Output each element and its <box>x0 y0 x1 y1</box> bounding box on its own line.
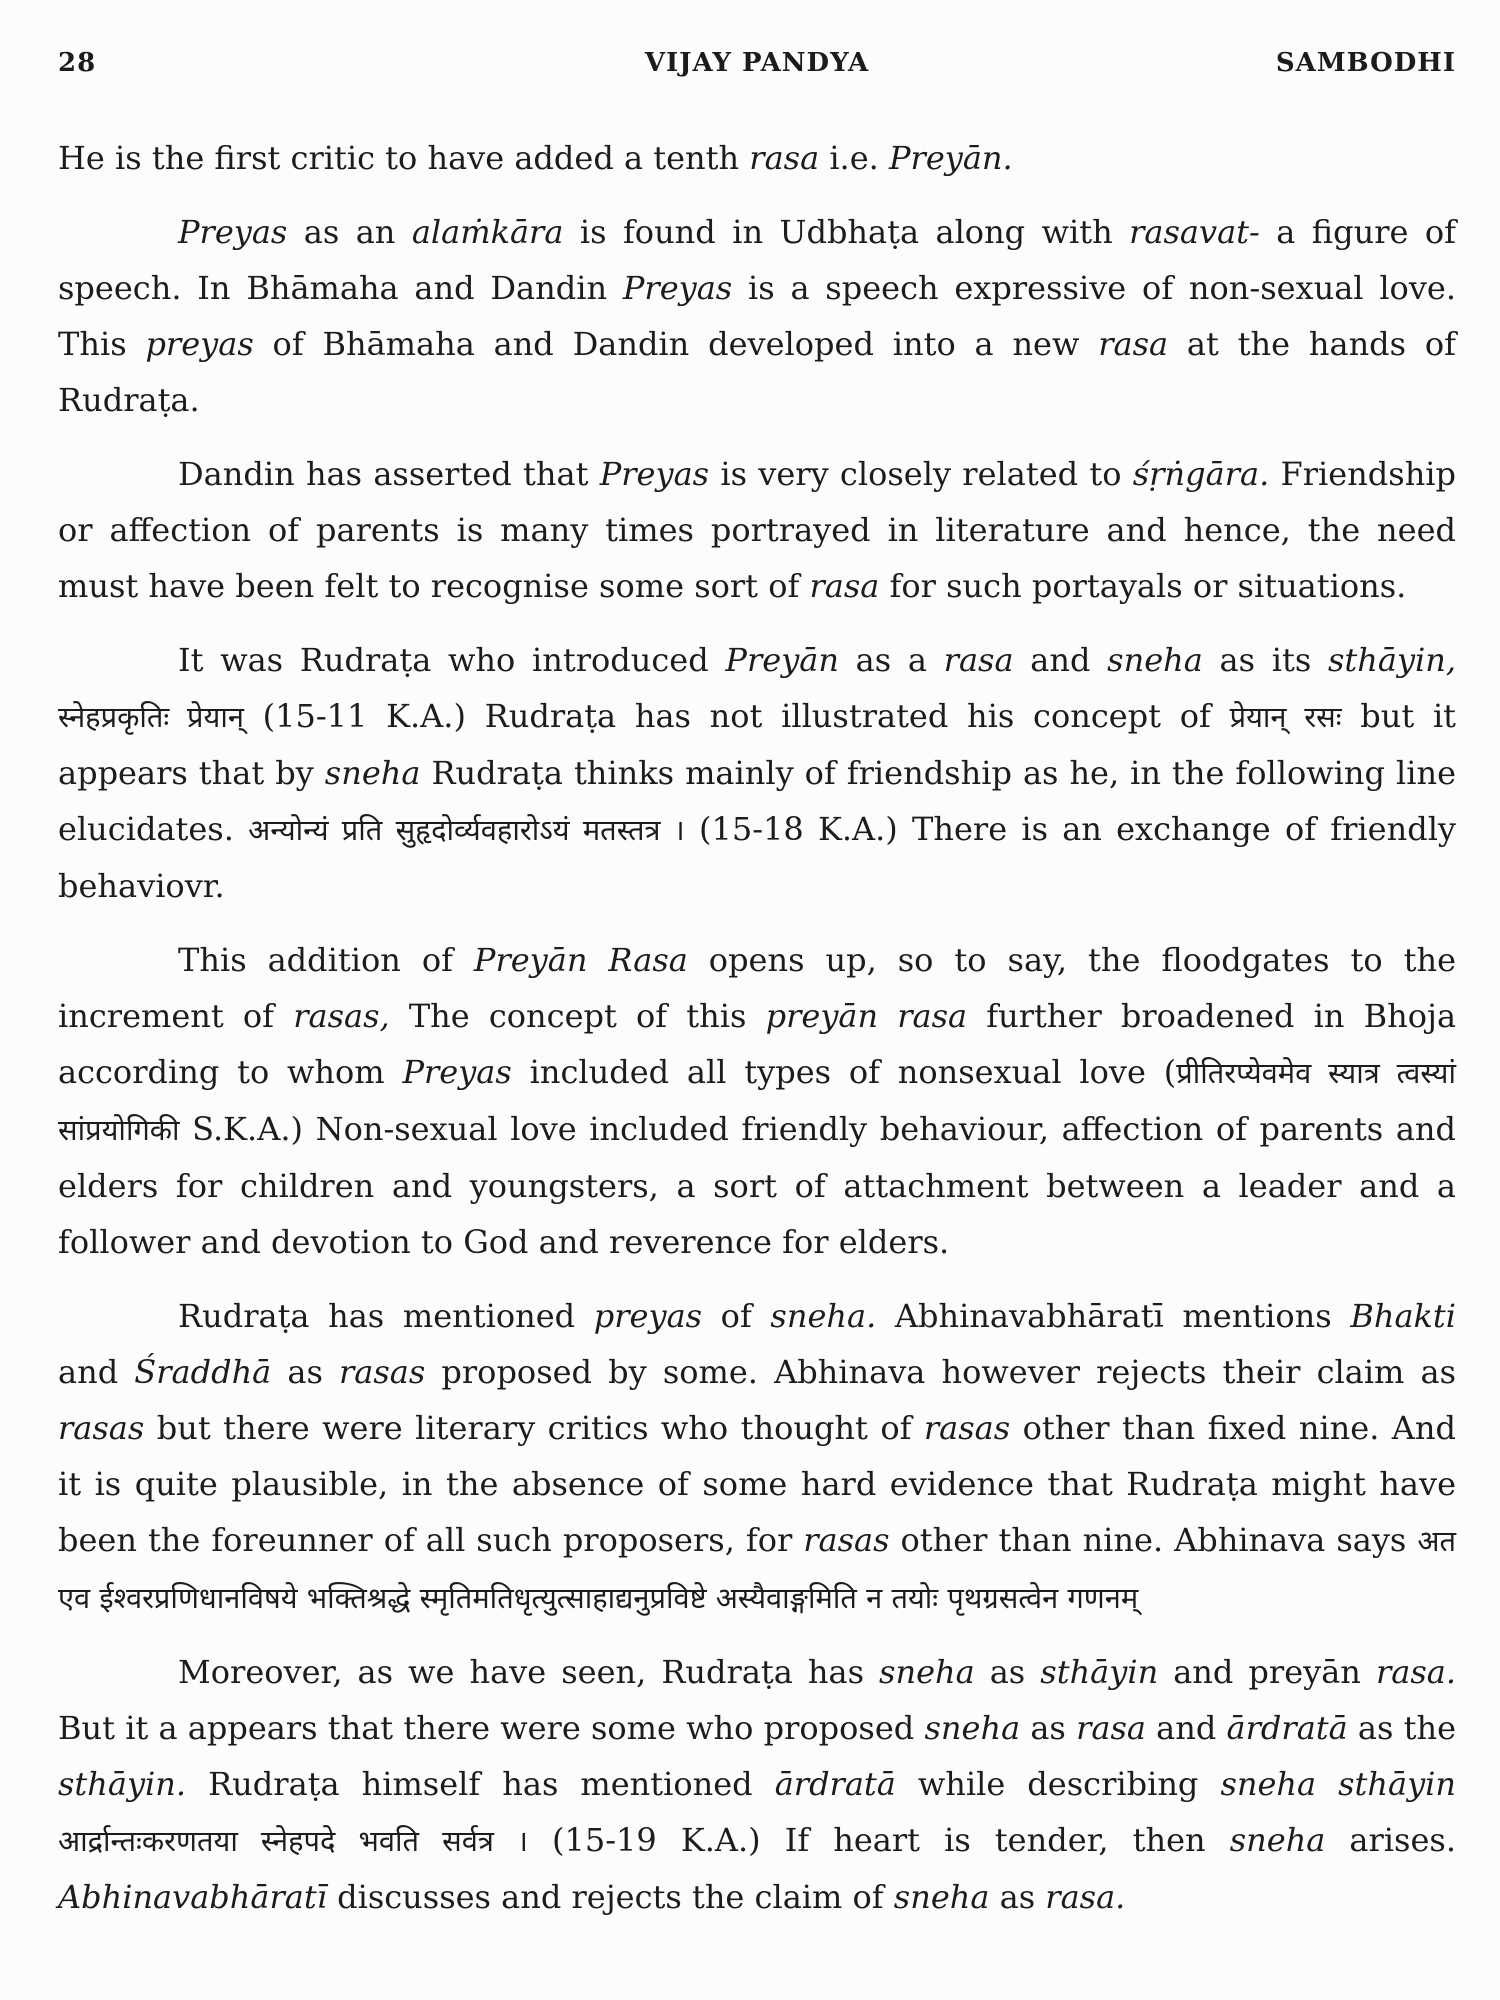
italic-term: rasavat- <box>1129 213 1260 251</box>
italic-term: sthāyin. <box>58 1765 187 1803</box>
text-run: other than nine. Abhinava says <box>889 1521 1418 1559</box>
text-run: at the hands of Rudraṭa. <box>58 325 1457 419</box>
text-run: Friendship or affection of parents is many times portrayed in literature and hence, the need must have been felt to recognise some sort of <box>58 455 1457 605</box>
text-run: and <box>1145 1709 1227 1747</box>
text-run: proposed by some. Abhinava however rejects their claim as <box>425 1353 1457 1391</box>
text-run: included all types of nonsexual love ( <box>511 1053 1177 1091</box>
sanskrit-quote: स्नेहप्रकृतिः प्रेयान् <box>58 700 244 734</box>
italic-term: Preyas <box>402 1053 512 1091</box>
italic-term: sneha sthāyin <box>1220 1765 1457 1803</box>
italic-term: Bhakti <box>1350 1297 1457 1335</box>
italic-term: preyas <box>593 1297 703 1335</box>
paragraph <box>58 932 1456 1270</box>
italic-term: rasa <box>943 641 1014 679</box>
text-run: as <box>989 1878 1046 1916</box>
italic-term: Preyān Rasa <box>473 941 688 979</box>
text-run: (15-19 K.A.) If heart is tender, then <box>527 1821 1230 1859</box>
italic-term: rasas <box>803 1521 890 1559</box>
italic-term: ārdratā <box>1226 1709 1348 1747</box>
text-run: for such portayals or situations. <box>879 567 1407 605</box>
italic-term: sthāyin <box>1040 1653 1159 1691</box>
text-run: is found in Udbhaṭa along with <box>563 213 1130 251</box>
text-run: He is the first critic to have added a tenth <box>58 139 750 177</box>
italic-term: Preyas <box>178 213 288 251</box>
text-run: Moreover, as we have seen, Rudraṭa has <box>178 1653 880 1691</box>
text-run: Rudraṭa himself has mentioned <box>186 1765 775 1803</box>
running-head <box>58 48 1456 88</box>
text-run: discusses and rejects the claim of <box>326 1878 894 1916</box>
italic-term: rasa <box>1076 1709 1146 1747</box>
paragraph <box>58 1644 1456 1925</box>
text-run: a figure of speech. In Bhāmaha and Dandin <box>58 213 1456 307</box>
text-run: Abhinavabhāratī mentions <box>876 1297 1351 1335</box>
italic-term: Śraddhā <box>134 1353 272 1391</box>
italic-term: Preyas <box>599 455 710 493</box>
text-run: (15-18 K.A.) There is an exchange of friendly behaviovr. <box>58 810 1457 905</box>
italic-term: sneha <box>924 1709 1021 1747</box>
text-run: further broadened in Bhoja according to whom <box>58 997 1457 1091</box>
text-run: Dandin has asserted that <box>178 455 600 493</box>
text-run: and <box>1013 641 1108 679</box>
page-number: 28 <box>58 48 97 78</box>
italic-term: sneha <box>1229 1821 1326 1859</box>
text-run: of <box>702 1297 771 1335</box>
text-run: as a <box>838 641 944 679</box>
text-run: Rudraṭa thinks mainly of friendship as he, in the following line elucidates. <box>58 754 1457 848</box>
text-run: and <box>58 1353 135 1391</box>
text-run: of Bhāmaha and Dandin developed into a new <box>253 325 1099 363</box>
text-run: This addition of <box>178 941 474 979</box>
text-run: but there were literary critics who thought of <box>144 1409 924 1447</box>
italic-term: ārdratā <box>774 1765 896 1803</box>
italic-term: sthāyin, <box>1327 641 1457 679</box>
italic-term: rasas <box>923 1409 1011 1447</box>
italic-term: rasas <box>58 1409 145 1447</box>
italic-term: sneha <box>879 1653 975 1691</box>
italic-term: rasa. <box>1045 1878 1126 1916</box>
italic-term: Preyas <box>622 269 733 307</box>
text-run: (15-11 K.A.) Rudraṭa has not illustrated his concept of <box>243 697 1230 735</box>
italic-term: rasas <box>338 1353 426 1391</box>
italic-term: rasa <box>809 567 880 605</box>
text-run: as <box>974 1653 1041 1691</box>
italic-term: rasa. <box>1375 1653 1457 1691</box>
text-run: Rudraṭa has mentioned <box>178 1297 594 1335</box>
body-text <box>58 130 1456 1943</box>
sanskrit-quote: आर्द्रान्तःकरणतया स्नेहपदे भवति सर्वत्र । <box>58 1824 528 1858</box>
text-run: as the <box>1347 1709 1457 1747</box>
italic-term: śṛṅgāra. <box>1132 455 1270 493</box>
sanskrit-quote: प्रेयान् रसः <box>1229 700 1342 734</box>
text-run: other than fixed nine. And it is quite plausible, in the absence of some hard evidence that Rudraṭa might have been the foreunner of all such proposers, for <box>58 1409 1457 1559</box>
text-run: is a speech expressive of non-sexual love. This <box>58 269 1457 363</box>
text-run: arises. <box>1325 1821 1456 1859</box>
italic-term: sneha. <box>770 1297 877 1335</box>
text-run: but it appears that by <box>58 697 1457 792</box>
text-run: is very closely related to <box>709 455 1133 493</box>
paragraph <box>58 446 1456 614</box>
italic-term: sneha <box>1107 641 1203 679</box>
text-run: i.e. <box>819 139 889 177</box>
italic-term: alaṁkāra <box>411 213 564 251</box>
paragraph <box>58 130 1456 186</box>
author-name: VIJAY PANDYA <box>644 48 870 78</box>
paragraph <box>58 204 1456 428</box>
italic-term: preyān rasa <box>765 997 968 1035</box>
italic-term: rasas, <box>293 997 390 1035</box>
sanskrit-quote: प्रीतिरप्येवमेव स्यात्र त्वस्यां सांप्रयोगिकी <box>58 1056 1457 1147</box>
paragraph <box>58 1288 1456 1626</box>
italic-term: sneha <box>893 1878 990 1916</box>
italic-term: rasa <box>1098 325 1169 363</box>
sanskrit-quote: अत एव ईश्वरप्रणिधानविषये भक्तिश्रद्धे स्मृतिमतिधृत्युत्साहाद्यनुप्रविष्टे अस्यैवाङ्गमिति न तयोः पृथग्रसत्वेन गणनम् <box>58 1524 1457 1615</box>
text-run: But it a appears that there were some who proposed <box>58 1709 925 1747</box>
italic-term: Preyān <box>725 641 839 679</box>
text-run: as <box>1020 1709 1077 1747</box>
text-run: as <box>271 1353 339 1391</box>
italic-term: Preyān. <box>889 139 1013 177</box>
sanskrit-quote: अन्योन्यं प्रति सुहृदोर्व्यवहारोऽयं मतस्तत्र । <box>248 813 685 847</box>
paragraph <box>58 632 1456 914</box>
italic-term: Abhinavabhāratī <box>58 1878 327 1916</box>
italic-term: preyas <box>145 325 254 363</box>
text-run: The concept of this <box>389 997 766 1035</box>
italic-term: sneha <box>324 754 421 792</box>
text-run: S.K.A.) Non-sexual love included friendly behaviour, affection of parents and elders for children and youngsters, a sort of attachment between a leader and a follower and devotion to God and reverence for elders. <box>58 1110 1456 1261</box>
text-run: as its <box>1202 641 1328 679</box>
text-run: and preyān <box>1158 1653 1376 1691</box>
text-run: while describing <box>895 1765 1221 1803</box>
text-run: as an <box>287 213 412 251</box>
journal-name: SAMBODHI <box>1275 48 1456 78</box>
italic-term: rasa <box>749 139 820 177</box>
text-run: It was Rudraṭa who introduced <box>178 641 726 679</box>
text-run: opens up, so to say, the floodgates to the increment of <box>58 941 1457 1035</box>
